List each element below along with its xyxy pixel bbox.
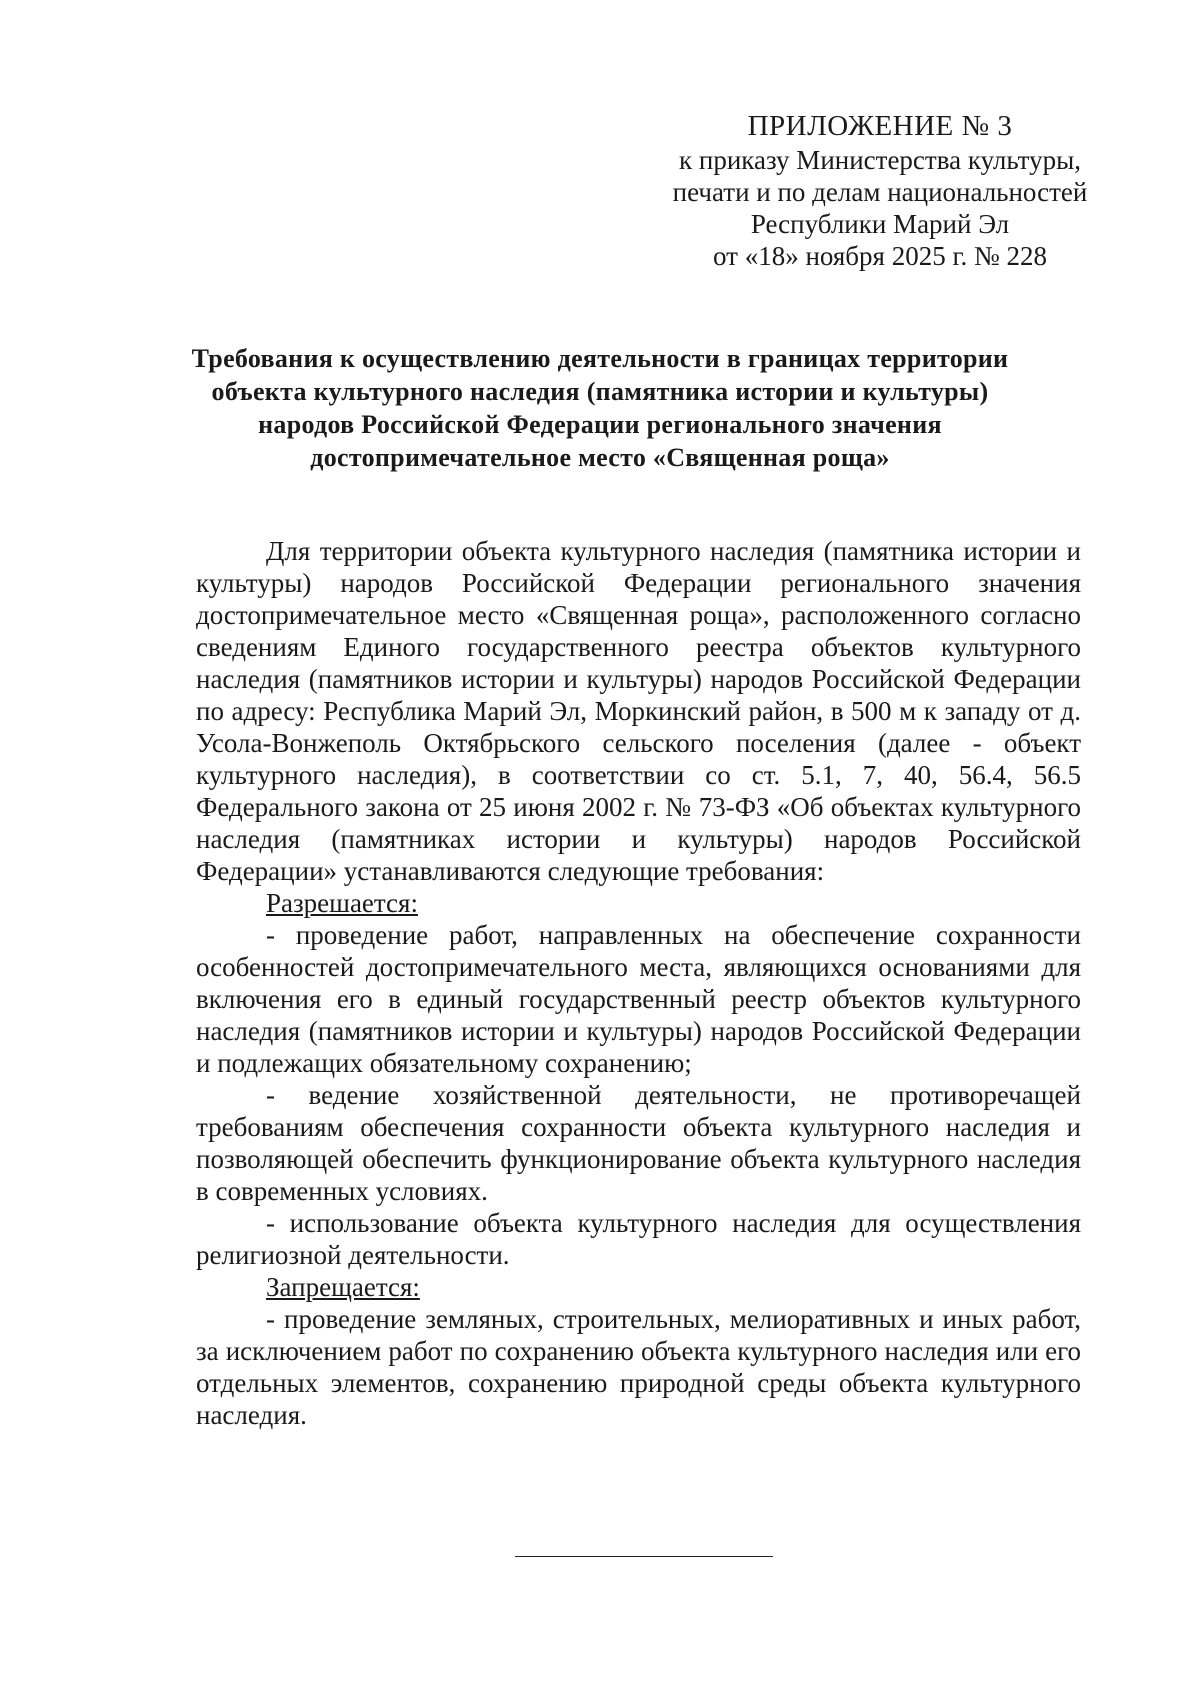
allowed-item: - проведение работ, направленных на обеспечение сохранности особенностей достопримечательного места, являющихся основаниями для включения его в единый государственный реестр объектов культурного наследия (памятников истории и культуры) народов Российской Федерации и подлежащих обязательному сохранению;	[196, 920, 1081, 1078]
document-title-line: Требования к осуществлению деятельности в границах территории	[191, 344, 1009, 373]
document-body	[196, 535, 1081, 1431]
appendix-order-date: от «18» ноября 2025 г. № 228	[713, 241, 1047, 271]
document-title-line: объекта культурного наследия (памятника истории и культуры)	[211, 377, 989, 406]
allowed-item: - использование объекта культурного наследия для осуществления религиозной деятельности.	[196, 1208, 1081, 1270]
forbidden-heading: Запрещается:	[266, 1272, 420, 1302]
allowed-item: - ведение хозяйственной деятельности, не противоречащей требованиям обеспечения сохранности объекта культурного наследия и позволяющей обеспечить функционирование объекта культурного наследия в современных условиях.	[196, 1080, 1081, 1206]
document-title-line: народов Российской Федерации регионального значения	[258, 410, 942, 439]
document-title	[150, 342, 1050, 474]
appendix-line: печати и по делам национальностей	[672, 177, 1088, 207]
appendix-line: Республики Марий Эл	[750, 209, 1010, 239]
appendix-title: ПРИЛОЖЕНИЕ № 3	[747, 110, 1013, 142]
appendix-line: к приказу Министерства культуры,	[679, 145, 1081, 175]
appendix-header	[640, 110, 1120, 272]
document-title-line: достопримечательное место «Священная роща»	[310, 443, 890, 472]
allowed-heading: Разрешается:	[266, 888, 418, 918]
closing-rule	[515, 1556, 773, 1557]
forbidden-item: - проведение земляных, строительных, мелиоративных и иных работ, за исключением работ по сохранению объекта культурного наследия или его отдельных элементов, сохранению природной среды объекта культурного наследия.	[196, 1304, 1081, 1430]
intro-paragraph: Для территории объекта культурного наследия (памятника истории и культуры) народов Российской Федерации регионального значения достопримечательное место «Священная роща», расположенного согласно сведениям Единого государственного реестра объектов культурного наследия (памятников истории и культуры) народов Российской Федерации по адресу: Республика Марий Эл, Моркинский район, в 500 м к западу от д. Усола-Вонжеполь Октябрьского сельского поселения (далее - объект культурного наследия), в соответствии со ст. 5.1, 7, 40, 56.4, 56.5 Федерального закона от 25 июня 2002 г. № 73-ФЗ «Об объектах культурного наследия (памятниках истории и культуры) народов Российской Федерации» устанавливаются следующие требования:	[196, 536, 1081, 886]
